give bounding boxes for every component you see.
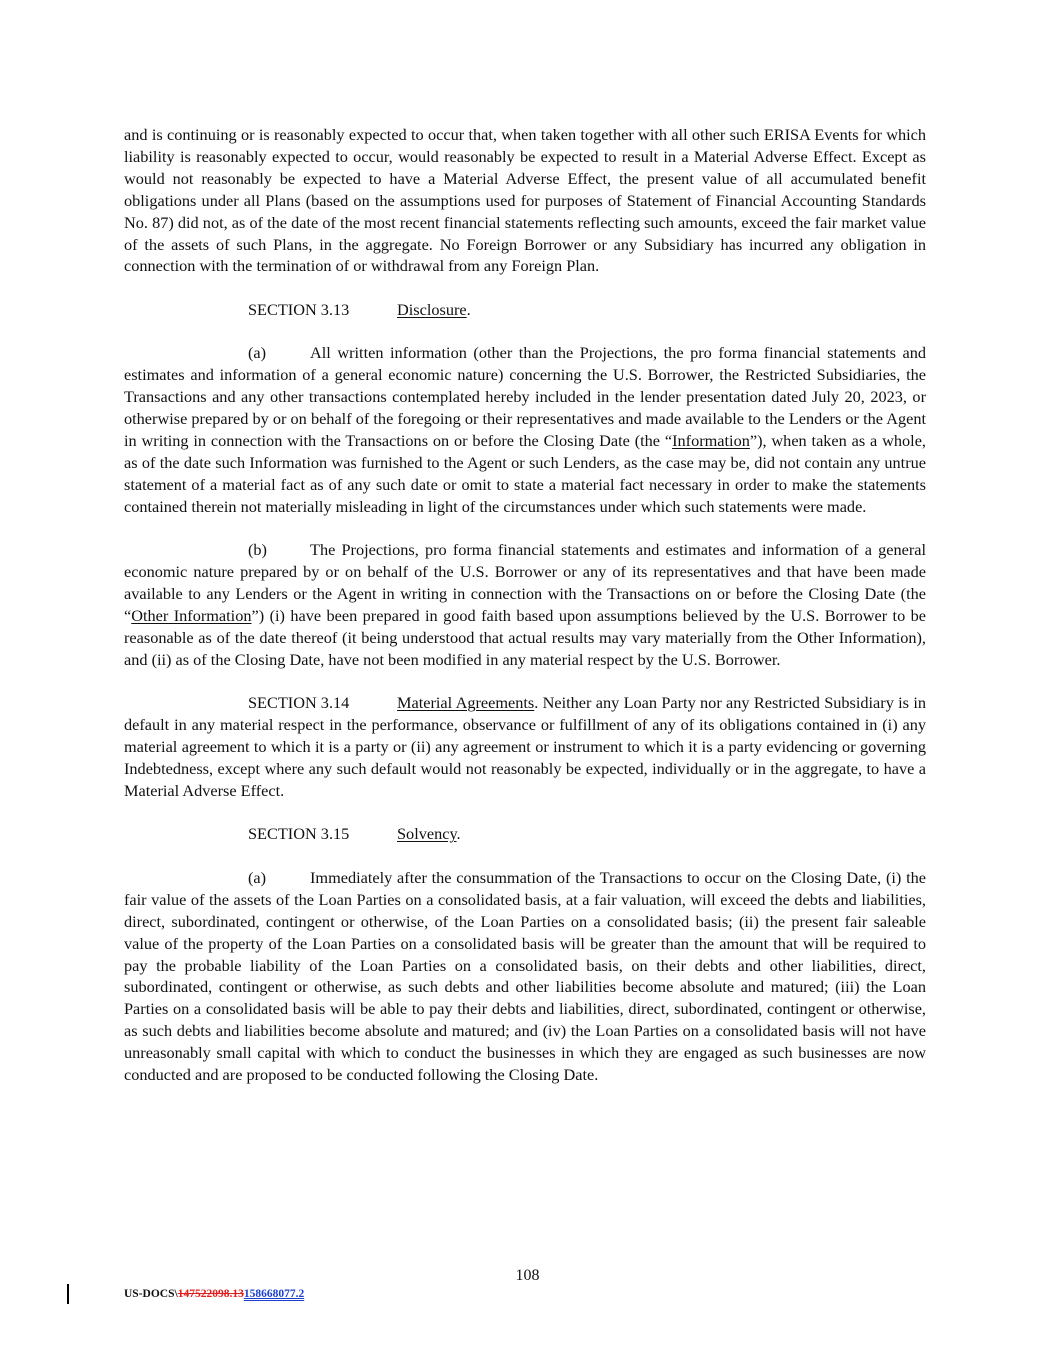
enumeration-label: (b) (248, 540, 267, 560)
section-number: SECTION 3.15 (248, 824, 350, 844)
paragraph-text: ”) (i) have been prepared in good faith based upon assumptions believed by the U.S. Borrower to be reasonable as of the date thereof (it being understood that actual results may vary materially from the Other Information), and (ii) as of the Closing Date, have not been modified in any material respect by the U.S. Borrower. (124, 606, 926, 669)
section-number: SECTION 3.13 (248, 299, 350, 319)
paragraph-text: The Projections, pro forma financial statements and estimates and information of a general economic nature prepared by or on behalf of the U.S. Borrower or any of its representatives and that have been made available to any Lenders or the Agent in writing in connection with the Transactions on or before the Closing Date (the “ (124, 540, 926, 625)
section-3-15-heading (124, 823, 926, 845)
document-id-prefix: US-DOCS\ (124, 1288, 178, 1300)
section-3-13-heading (124, 299, 926, 321)
defined-term-information: Information (672, 431, 750, 451)
document-id-inserted: 158668077.2 (243, 1288, 305, 1300)
page-number: 108 (515, 1267, 540, 1284)
section-title-suffix: . (466, 299, 471, 319)
defined-term-other-information: Other Information (131, 606, 252, 625)
paragraph-text: . Neither any Loan Party nor any Restricted Subsidiary is in default in any material respect in the performance, observance or fulfillment of any of its obligations contained in (i) any material agreement to which it is a party or (ii) any agreement or instrument to which it is a party evidencing or governing Indebtedness, except where any such default would not reasonably be expected, individually or in the aggregate, to have a Material Adverse Effect. (124, 693, 927, 800)
section-3-14-paragraph (124, 692, 926, 802)
section-3-13-paragraph-b (124, 539, 926, 670)
document-body (124, 124, 926, 1108)
document-id-deleted: 147522098.13 (177, 1288, 244, 1300)
document-id (124, 1288, 304, 1300)
section-3-13-paragraph-a (124, 342, 926, 517)
enumeration-label: (a) (248, 867, 267, 887)
enumeration-label: (a) (248, 343, 267, 363)
section-number: SECTION 3.14 (248, 693, 350, 713)
paragraph-text: ”), when taken as a whole, as of the date such Information was furnished to the Agent or such Lenders, as the case may be, did not contain any untrue statement of a material fact as of any such date or omit to state a material fact necessary in order to make the statements contained therein not materially misleading in light of the circumstances under which such statements were made. (124, 431, 926, 516)
section-title: Disclosure (397, 299, 467, 319)
continuation-paragraph: and is continuing or is reasonably expected to occur that, when taken together with all other such ERISA Events for which liability is reasonably expected to occur, would reasonably be expected to result in a Material Adverse Effect. Except as would not reasonably be expected to have a Material Adverse Effect, the present value of all accumulated benefit obligations under all Plans (based on the assumptions used for purposes of Statement of Financial Accounting Standards No. 87) did not, as of the date of the most recent financial statements reflecting such amounts, exceed the fair market value of the assets of such Plans, in the aggregate. No Foreign Borrower or any Subsidiary has incurred any obligation in connection with the termination of or withdrawal from any Foreign Plan. (124, 125, 926, 276)
section-title: Material Agreements (397, 693, 535, 713)
paragraph-text: All written information (other than the Projections, the pro forma financial statements and estimates and information of a general economic nature) concerning the U.S. Borrower, the Restricted Subsidiaries, the Transactions and any other transactions contemplated hereby included in the lender presentation dated July 20, 2023, or otherwise prepared by or on behalf of the foregoing or their representatives and made available to the Lenders or the Agent in writing in connection with the Transactions on or before the Closing Date (the “ (124, 343, 926, 451)
section-3-15-paragraph-a (124, 867, 926, 1086)
section-title-suffix: . (456, 824, 461, 844)
change-bar (67, 1284, 69, 1304)
section-title: Solvency (397, 824, 457, 844)
paragraph-text: Immediately after the consummation of the Transactions to occur on the Closing Date, (i) the fair value of the assets of the Loan Parties on a consolidated basis, at a fair valuation, will exceed the debts and liabilities, direct, subordinated, contingent or otherwise, of the Loan Parties on a consolidated basis; (ii) the present fair saleable value of the property of the Loan Parties on a consolidated basis will be greater than the amount that will be required to pay the probable liability of the Loan Parties on a consolidated basis, on their debts and other liabilities, direct, subordinated, contingent or otherwise, as such debts and other liabilities become absolute and matured; (iii) the Loan Parties on a consolidated basis will be able to pay their debts and liabilities, direct, subordinated, contingent or otherwise, as such debts and liabilities become absolute and matured; and (iv) the Loan Parties on a consolidated basis will not have unreasonably small capital with which to conduct the businesses in which they are engaged as such businesses are now conducted and are proposed to be conducted following the Closing Date. (124, 867, 926, 1085)
